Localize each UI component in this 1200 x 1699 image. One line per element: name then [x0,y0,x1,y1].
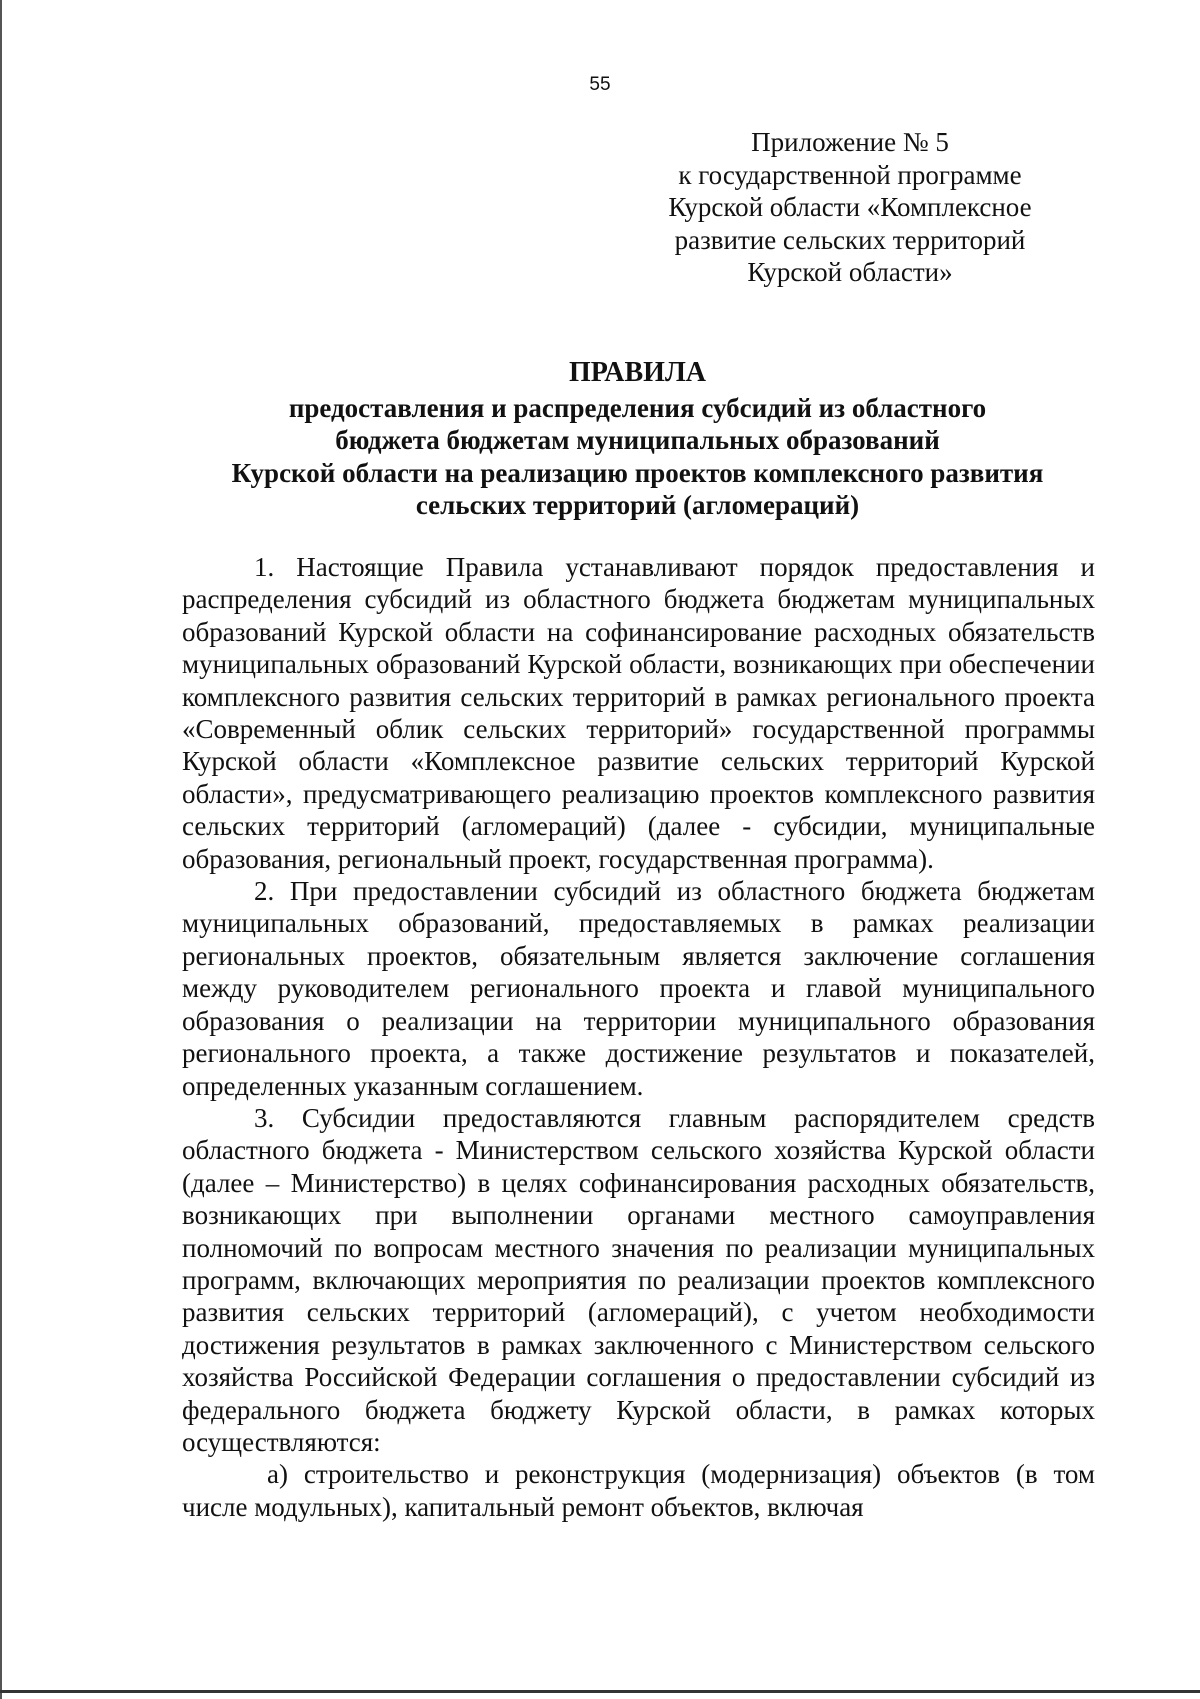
paragraph-3a: а) строительство и реконструкция (модернизация) объектов (в том числе модульных), капитальный ремонт объектов, включая [182,1459,1095,1522]
appendix-header [600,126,1100,289]
scan-edge-left [0,0,2,1699]
paragraph-3: 3. Субсидии предоставляются главным распорядителем средств областного бюджета - Министерством сельского хозяйства Курской области (далее – Министерство) в целях софинансирования расходных обязательств, возникающих при выполнении органами местного самоуправления полномочий по вопросам местного значения по реализации муниципальных программ, включающих мероприятия по реализации проектов комплексного развития сельских территорий (агломераций), с учетом необходимости достижения результатов в рамках заключенного с Министерством сельского хозяйства Российской Федерации соглашения о предоставлении субсидий из федерального бюджета бюджету Курской области, в рамках которых осуществляются: [182,1102,1095,1457]
document-body [182,551,1095,1523]
title-line: сельских территорий (агломераций) [415,490,860,520]
appendix-line: Курской области «Комплексное [668,192,1032,222]
title-heading: ПРАВИЛА [568,357,707,388]
appendix-line: Приложение № 5 [751,127,949,157]
title-line: предоставления и распределения субсидий из областного [288,392,987,423]
scan-edge-bottom [0,1690,1200,1693]
appendix-line: Курской области» [747,257,953,287]
paragraph-2: 2. При предоставлении субсидий из областного бюджета бюджетам муниципальных образований, предоставляемых в рамках реализации региональных проектов, обязательным является заключение соглашения между руководителем регионального проекта и главой муниципального образования о реализации на территории муниципального образования регионального проекта, а также достижение результатов и показателей, определенных указанным соглашением. [182,876,1095,1101]
paragraph-1: 1. Настоящие Правила устанавливают порядок предоставления и распределения субсидий из областного бюджета бюджетам муниципальных образований Курской области на софинансирование расходных обязательств муниципальных образований Курской области, возникающих при обеспечении комплексного развития сельских территорий в рамках регионального проекта «Современный облик сельских территорий» государственной программы Курской области «Комплексное развитие сельских территорий Курской области», предусматривающего реализацию проектов комплексного развития сельских территорий (агломераций) (далее - субсидии, муниципальные образования, региональный проект, государственная программа). [182,552,1095,874]
appendix-line: развитие сельских территорий [674,224,1026,255]
title-line: бюджета бюджетам муниципальных образований [335,425,940,455]
page-number: 55 [589,74,611,95]
appendix-line: к государственной программе [678,159,1022,190]
title-line: Курской области на реализацию проектов комплексного развития [231,457,1044,488]
document-title [180,357,1095,522]
